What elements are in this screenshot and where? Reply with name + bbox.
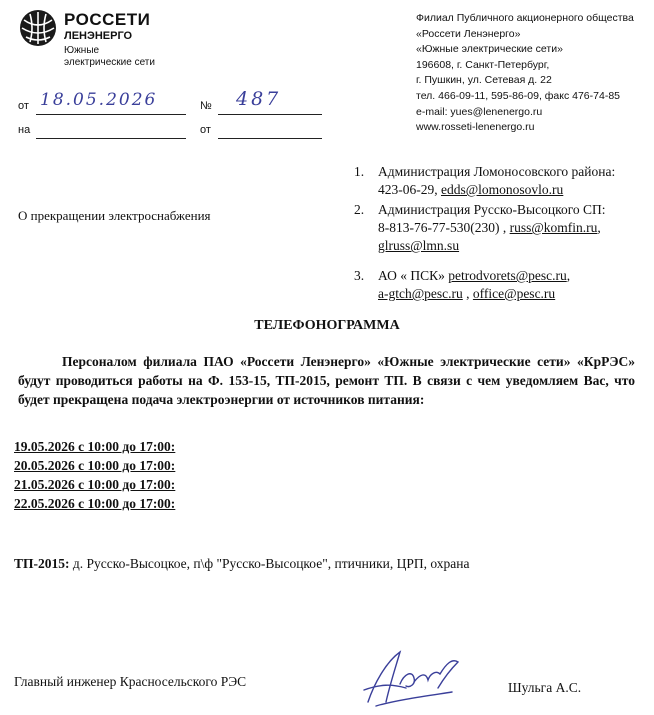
recipient-phone: 8-813-76-77-530(230) , bbox=[378, 220, 510, 235]
reg-on-line bbox=[36, 138, 186, 139]
recipient-number: 3. bbox=[354, 268, 365, 283]
reg-on-label: на bbox=[18, 124, 31, 136]
sender-line: г. Пушкин, ул. Сетевая д. 22 bbox=[416, 74, 552, 87]
sender-line: 196608, г. Санкт-Петербург, bbox=[416, 58, 550, 71]
recipient-email-link[interactable]: petrodvorets@pesc.ru bbox=[448, 268, 567, 283]
body-paragraph: Персоналом филиала ПАО «Россети Ленэнерго» «Южные электрические сети» «КрРЭС» будут проводиться работы на Ф. 153-15, ТП-2015, ремонт ТП. В связи с чем уведомляем Вас, что будет прекращена подача электроэнергии от источников питания: bbox=[18, 354, 635, 407]
sender-line: Филиал Публичного акционерного общества bbox=[416, 12, 634, 24]
sender-line: тел. 466-09-11, 595-86-09, факс 476-74-85 bbox=[416, 89, 621, 102]
reg-num-line bbox=[218, 114, 322, 115]
company-logo bbox=[18, 8, 188, 70]
recipient-contact bbox=[378, 219, 650, 237]
outage-date: 19.05.2026 с 10:00 до 17:00: bbox=[14, 439, 176, 454]
subject-line: О прекращении электроснабжения bbox=[18, 208, 211, 223]
reg-from2-line bbox=[218, 138, 322, 139]
reg-from-label: от bbox=[18, 100, 29, 112]
recipient-email-link[interactable]: a-gtch@pesc.ru bbox=[378, 286, 463, 301]
tp-label: ТП-2015: bbox=[14, 556, 70, 571]
recipient-org: АО « ПСК» bbox=[378, 268, 449, 283]
reg-num-value: 487 bbox=[236, 88, 282, 110]
sender-line: «Южные электрические сети» bbox=[416, 43, 563, 56]
sender-line: e-mail: yues@lenenergo.ru bbox=[416, 105, 543, 118]
signer-position: Главный инженер Красносельского РЭС bbox=[14, 674, 247, 689]
signer-name: Шульга А.С. bbox=[508, 680, 582, 695]
recipient-phone: 423-06-29, bbox=[378, 182, 441, 197]
recipient-1 bbox=[354, 163, 650, 199]
reg-from2-label: от bbox=[200, 124, 211, 136]
logo-subname: ЛЕНЭНЕРГО bbox=[64, 30, 133, 42]
tp-line bbox=[14, 556, 469, 572]
recipient-3 bbox=[354, 267, 650, 303]
recipient-email-link[interactable]: russ@komfin.ru bbox=[509, 220, 598, 235]
reg-num-label: № bbox=[200, 100, 212, 112]
logo-emblem-icon bbox=[18, 8, 58, 48]
sender-line: www.rosseti-lenenergo.ru bbox=[416, 121, 535, 134]
outage-date: 22.05.2026 с 10:00 до 17:00: bbox=[14, 496, 176, 511]
recipient-contact bbox=[378, 285, 650, 303]
recipient-contact bbox=[378, 237, 650, 255]
recipient-contact bbox=[378, 181, 650, 199]
logo-name: РОССЕТИ bbox=[64, 10, 151, 29]
signature-icon bbox=[356, 644, 466, 710]
sender-line: «Россети Ленэнерго» bbox=[416, 27, 521, 40]
recipient-email-link[interactable]: office@pesc.ru bbox=[472, 286, 556, 301]
recipient-sep: , bbox=[566, 268, 571, 283]
tp-text: д. Русско-Высоцкое, п\ф "Русско-Высоцкое", птичники, ЦРП, охрана bbox=[69, 556, 470, 571]
outage-date: 21.05.2026 с 10:00 до 17:00: bbox=[14, 477, 176, 492]
logo-branch-line2: электрические сети bbox=[64, 57, 155, 68]
recipient-list bbox=[354, 163, 650, 303]
recipient-number: 2. bbox=[354, 202, 365, 217]
recipient-2 bbox=[354, 201, 650, 255]
logo-branch-line1: Южные bbox=[64, 45, 100, 56]
sender-block bbox=[416, 11, 648, 136]
outage-dates bbox=[14, 437, 175, 513]
document-title: ТЕЛЕФОНОГРАММА bbox=[254, 318, 400, 333]
outage-date: 20.05.2026 с 10:00 до 17:00: bbox=[14, 458, 176, 473]
reg-date-value: 18.05.2026 bbox=[40, 90, 158, 110]
recipient-number: 1. bbox=[354, 164, 365, 179]
recipient-email-link[interactable]: edds@lomonosovlo.ru bbox=[441, 182, 564, 197]
recipient-sep: , bbox=[462, 286, 473, 301]
recipient-name bbox=[378, 267, 650, 285]
recipient-sep: , bbox=[597, 220, 601, 235]
recipient-name: Администрация Русско-Высоцкого СП: bbox=[378, 202, 606, 217]
reg-date-line bbox=[36, 114, 186, 115]
recipient-name: Администрация Ломоносовского района: bbox=[378, 164, 616, 179]
recipient-email-link[interactable]: glruss@lmn.su bbox=[378, 238, 460, 253]
